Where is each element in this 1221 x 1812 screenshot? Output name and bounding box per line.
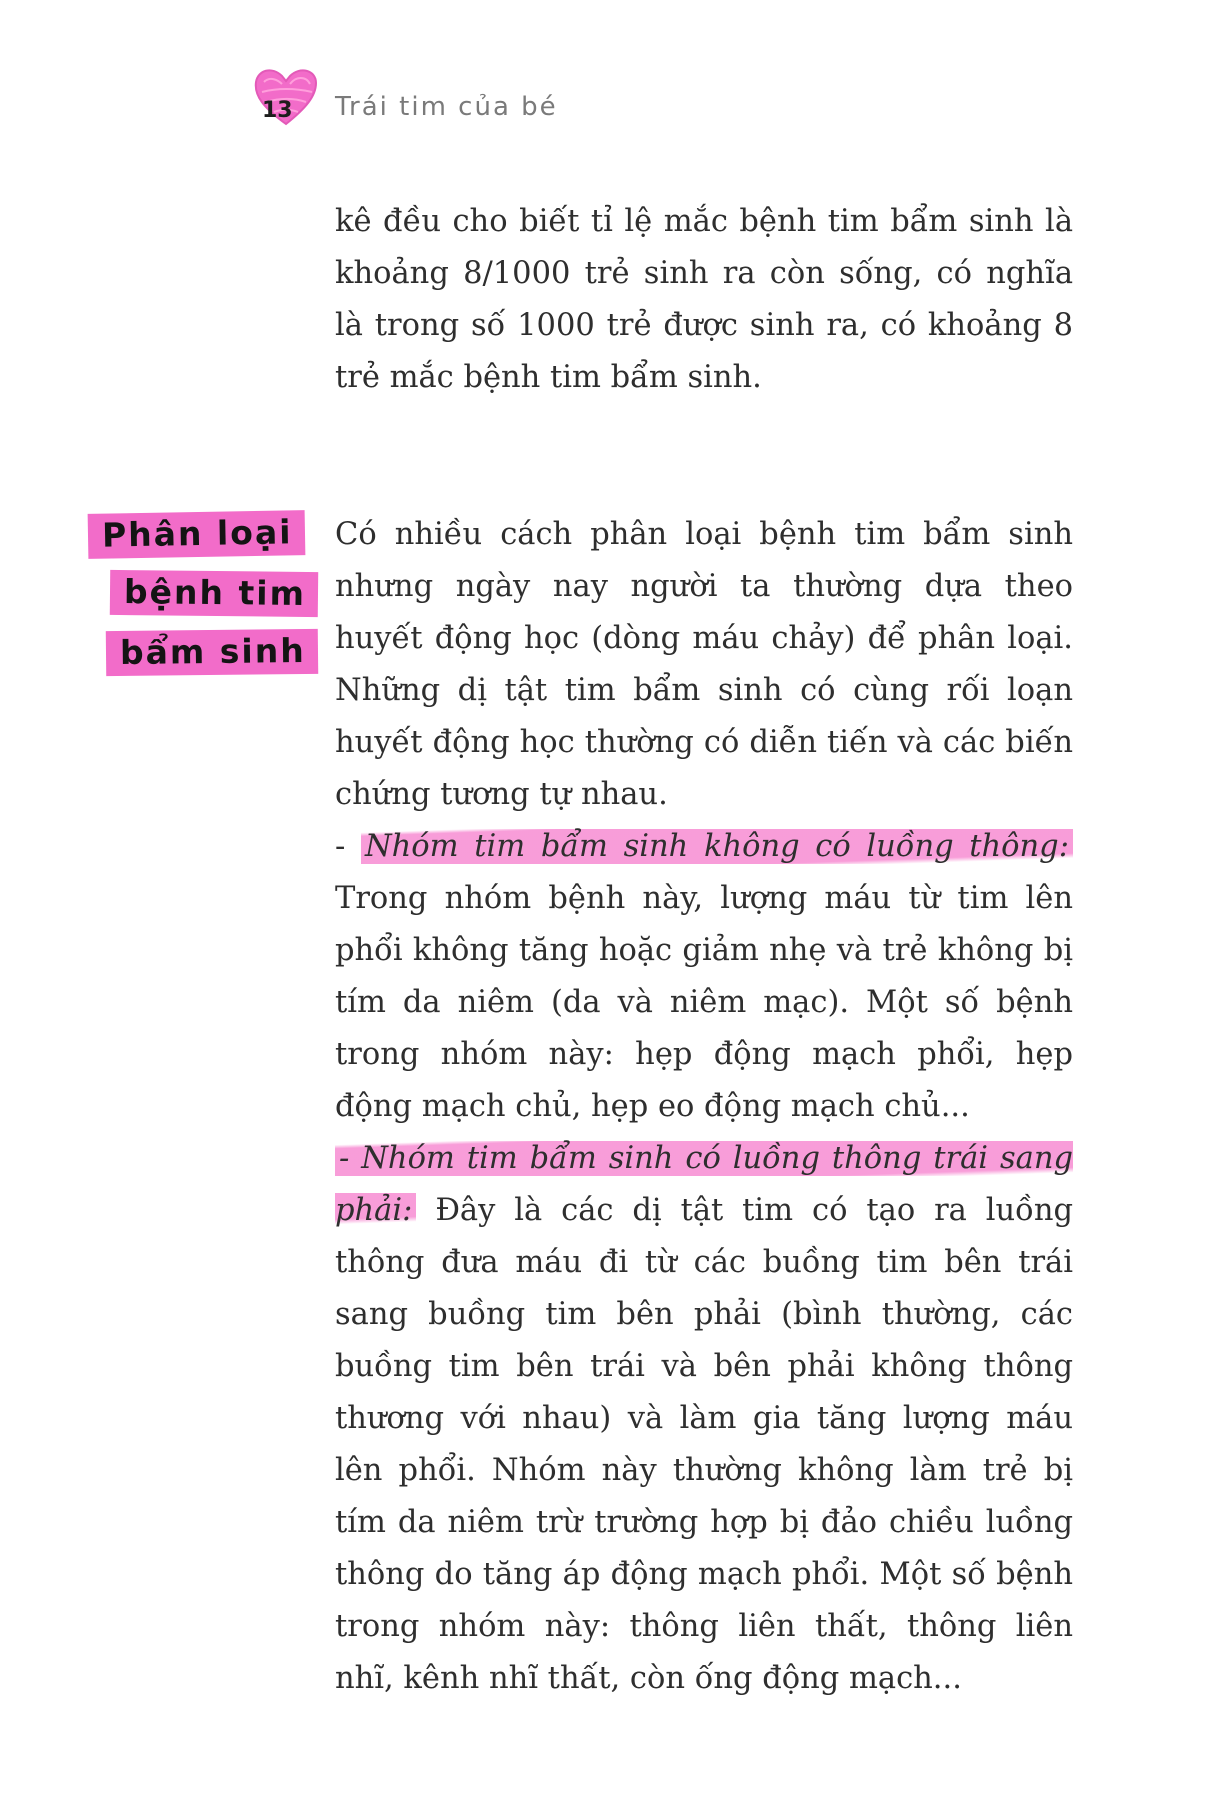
section-heading-line-3: bẩm sinh [106, 629, 318, 676]
intro-paragraph: kê đều cho biết tỉ lệ mắc bệnh tim bẩm sinh là khoảng 8/1000 trẻ sinh ra còn sống, có nghĩa là trong số 1000 trẻ được sinh ra, có khoảng 8 trẻ mắc bệnh tim bẩm sinh. [335, 204, 1073, 395]
section-heading [86, 512, 326, 689]
page-number: 13 [262, 98, 293, 123]
classification-paragraph: Có nhiều cách phân loại bệnh tim bẩm sinh nhưng ngày nay người ta thường dựa theo huyết động học (dòng máu chảy) để phân loại. Những dị tật tim bẩm sinh có cùng rối loạn huyết động học thường có diễn tiến và các biến chứng tương tự nhau. [335, 517, 1073, 812]
group-2-title: - Nhóm tim bẩm sinh có luồng thông trái sang phải: [335, 1141, 1073, 1228]
group-1-text: Trong nhóm bệnh này, lượng máu từ tim lên phổi không tăng hoặc giảm nhẹ và trẻ không bị tím da niêm (da và niêm mạc). Một số bệnh trong nhóm này: hẹp động mạch phổi, hẹp động mạch chủ, hẹp eo động mạch chủ... [335, 881, 1073, 1124]
intro-block [335, 196, 1073, 404]
group-1-dash: - [335, 829, 361, 864]
group-2-text: Đây là các dị tật tim có tạo ra luồng thông đưa máu đi từ các buồng tim bên trái sang buồng tim bên phải (bình thường, các buồng tim bên trái và bên phải không thông thương với nhau) và làm gia tăng lượng máu lên phổi. Nhóm này thường không làm trẻ bị tím da niêm trừ trường hợp bị đảo chiều luồng thông do tăng áp động mạch phổi. Một số bệnh trong nhóm này: thông liên thất, thông liên nhĩ, kênh nhĩ thất, còn ống động mạch... [335, 1193, 1073, 1696]
group-2-paragraph [335, 1133, 1073, 1705]
group-1-paragraph [335, 821, 1073, 1133]
running-title: Trái tim của bé [335, 92, 558, 122]
page-header [250, 62, 650, 132]
classification-block [335, 509, 1073, 1705]
group-1-title: Nhóm tim bẩm sinh không có luồng thông: [361, 829, 1073, 864]
section-heading-line-1: Phân loại [88, 510, 305, 559]
section-heading-line-2: bệnh tim [110, 570, 318, 617]
